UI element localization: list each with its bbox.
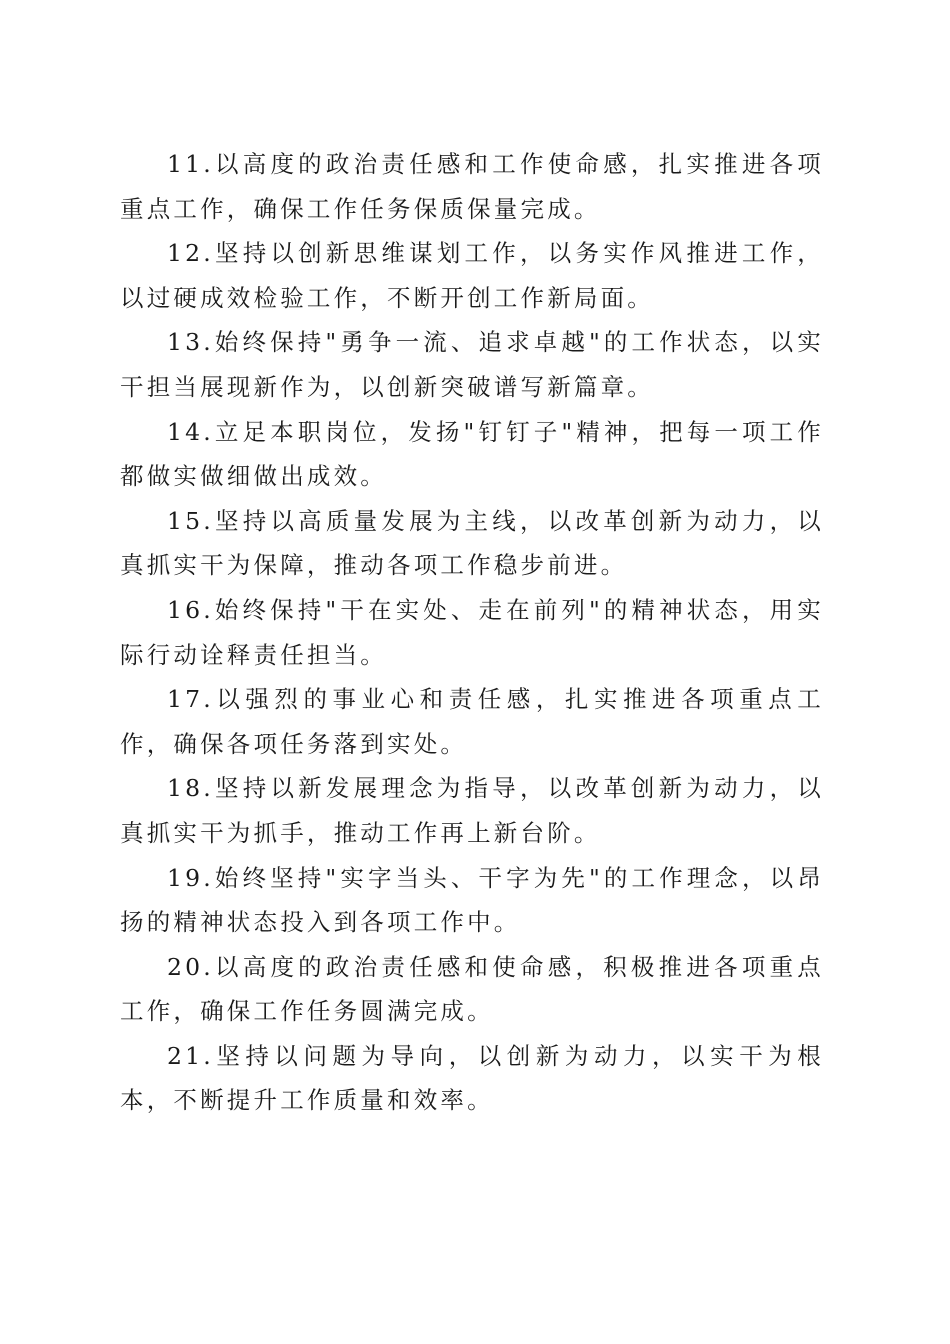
paragraph-18: 18.坚持以新发展理念为指导，以改革创新为动力，以真抓实干为抓手，推动工作再上新台阶。: [120, 774, 824, 847]
paragraph-11: 11.以高度的政治责任感和工作使命感，扎实推进各项重点工作，确保工作任务保质保量完成。: [120, 150, 824, 223]
paragraph-20: 20.以高度的政治责任感和使命感，积极推进各项重点工作，确保工作任务圆满完成。: [120, 952, 824, 1026]
paragraph-12: 12.坚持以创新思维谋划工作，以务实作风推进工作，以过硬成效检验工作，不断开创工作新局面。: [120, 239, 824, 312]
paragraph-16: 16.始终保持"干在实处、走在前列"的精神状态，用实际行动诠释责任担当。: [120, 595, 824, 669]
document-body: [120, 142, 824, 1123]
paragraph-15: 15.坚持以高质量发展为主线，以改革创新为动力，以真抓实干为保障，推动各项工作稳步前进。: [120, 506, 824, 580]
paragraph-17: 17.以强烈的事业心和责任感，扎实推进各项重点工作，确保各项任务落到实处。: [120, 685, 824, 758]
paragraph-13: 13.始终保持"勇争一流、追求卓越"的工作状态，以实干担当展现新作为，以创新突破谱写新篇章。: [120, 328, 824, 401]
paragraph-19: 19.始终坚持"实字当头、干字为先"的工作理念，以昂扬的精神状态投入到各项工作中。: [120, 863, 824, 937]
paragraph-14: 14.立足本职岗位，发扬"钉钉子"精神，把每一项工作都做实做细做出成效。: [120, 417, 824, 491]
paragraph-21: 21.坚持以问题为导向，以创新为动力，以实干为根本，不断提升工作质量和效率。: [120, 1041, 824, 1115]
